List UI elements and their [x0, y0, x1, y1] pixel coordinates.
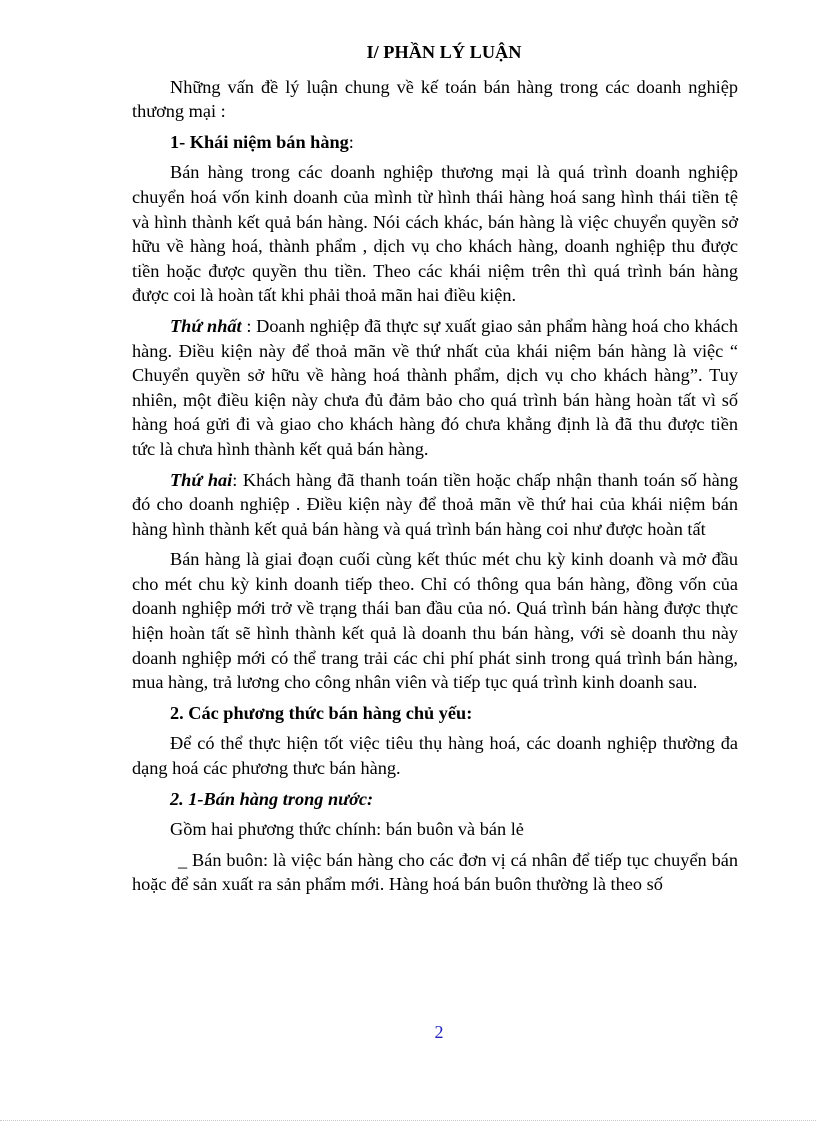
- section-2-paragraph-1: Để có thể thực hiện tốt việc tiêu thụ hàng hoá, các doanh nghiệp thường đa dạng hoá các phương thưc bán hàng.: [132, 733, 738, 779]
- section-2-paragraph-2: Gồm hai phương thức chính: bán buôn và bán lẻ: [170, 819, 524, 840]
- first-condition-text: : Doanh nghiệp đã thực sự xuất giao sản phẩm hàng hoá cho khách hàng. Điều kiện này để thoả mãn về thứ nhất của khái niệm bán hàng là việc “ Chuyển quyền sở hữu về hàng hoá thành phẩm, dịch vụ cho khách hàng”. Tuy nhiên, một điều kiện này chưa đủ đảm bảo cho quá trình bán hàng hoàn tất vì số hàng hoá gửi đi và giao cho khách hàng đó chưa khẳng định là đã thu được tiền tức là chưa hình thành kết quả bán hàng.: [132, 315, 738, 459]
- section-1-heading-colon: :: [348, 131, 354, 152]
- section-1-heading-text: 1- Khái niệm bán hàng: [170, 131, 349, 152]
- second-condition-lead: Thứ hai: [170, 469, 233, 490]
- section-1-paragraph-first-condition: [132, 314, 738, 462]
- first-condition-lead: Thứ nhất: [170, 315, 242, 336]
- section-1-paragraph-1: Bán hàng trong các doanh nghiệp thương mại là quá trình doanh nghiệp chuyển hoá vốn kinh doanh của mình từ hình thái hàng hoá sang hình thái tiền tệ và hình thành kết quả bán hàng. Nói cách khác, bán hàng là việc chuyển quyền sở hữu về hàng hoá, thành phẩm , dịch vụ cho khách hàng, doanh nghiệp thu được tiền hoặc được quyền thu tiền. Theo các khái niệm trên thì quá trình bán hàng được coi là hoàn tất khi phải thoả mãn hai điều kiện.: [132, 162, 738, 306]
- section-1-paragraph-4: Bán hàng là giai đoạn cuối cùng kết thúc mét chu kỳ kinh doanh và mở đầu cho mét chu kỳ kinh doanh tiếp theo. Chỉ có thông qua bán hàng, đồng vốn của doanh nghiệp mới trở về trạng thái ban đầu của nó. Quá trình bán hàng được thực hiện hoàn tất sẽ hình thành kết quả là doanh thu bán hàng, với sè doanh thu này doanh nghiệp mới có thể trang trải các chi phí phát sinh trong quá trình bán hàng, mua hàng, trả lương cho công nhân viên và tiếp tục quá trình kinh doanh sau.: [132, 549, 738, 693]
- section-1-heading: [132, 130, 738, 155]
- section-2-heading: 2. Các phương thức bán hàng chủ yếu:: [170, 702, 473, 723]
- section-2-paragraph-wholesale: _ Bán buôn: là việc bán hàng cho các đơn vị cá nhân để tiếp tục chuyển bán hoặc để sản xuất ra sản phẩm mới. Hàng hoá bán buôn thường là theo số: [132, 849, 738, 895]
- section-1-paragraph-second-condition: [132, 468, 738, 542]
- second-condition-text: : Khách hàng đã thanh toán tiền hoặc chấp nhận thanh toán số hàng đó cho doanh nghiệp . Điều kiện này để thoả mãn về thứ hai của khái niệm bán hàng hình thành kết quả bán hàng và quá trình bán hàng coi như được hoàn tất: [132, 469, 738, 539]
- intro-paragraph: Những vấn đề lý luận chung về kế toán bán hàng trong các doanh nghiệp thương mại :: [132, 76, 738, 122]
- document-body: [132, 40, 738, 903]
- page-title: I/ PHẦN LÝ LUẬN: [366, 42, 522, 62]
- page-number: 2: [434, 1022, 444, 1042]
- section-2-1-heading: 2. 1-Bán hàng trong nước:: [170, 788, 374, 809]
- page-bottom-divider: [0, 1120, 816, 1121]
